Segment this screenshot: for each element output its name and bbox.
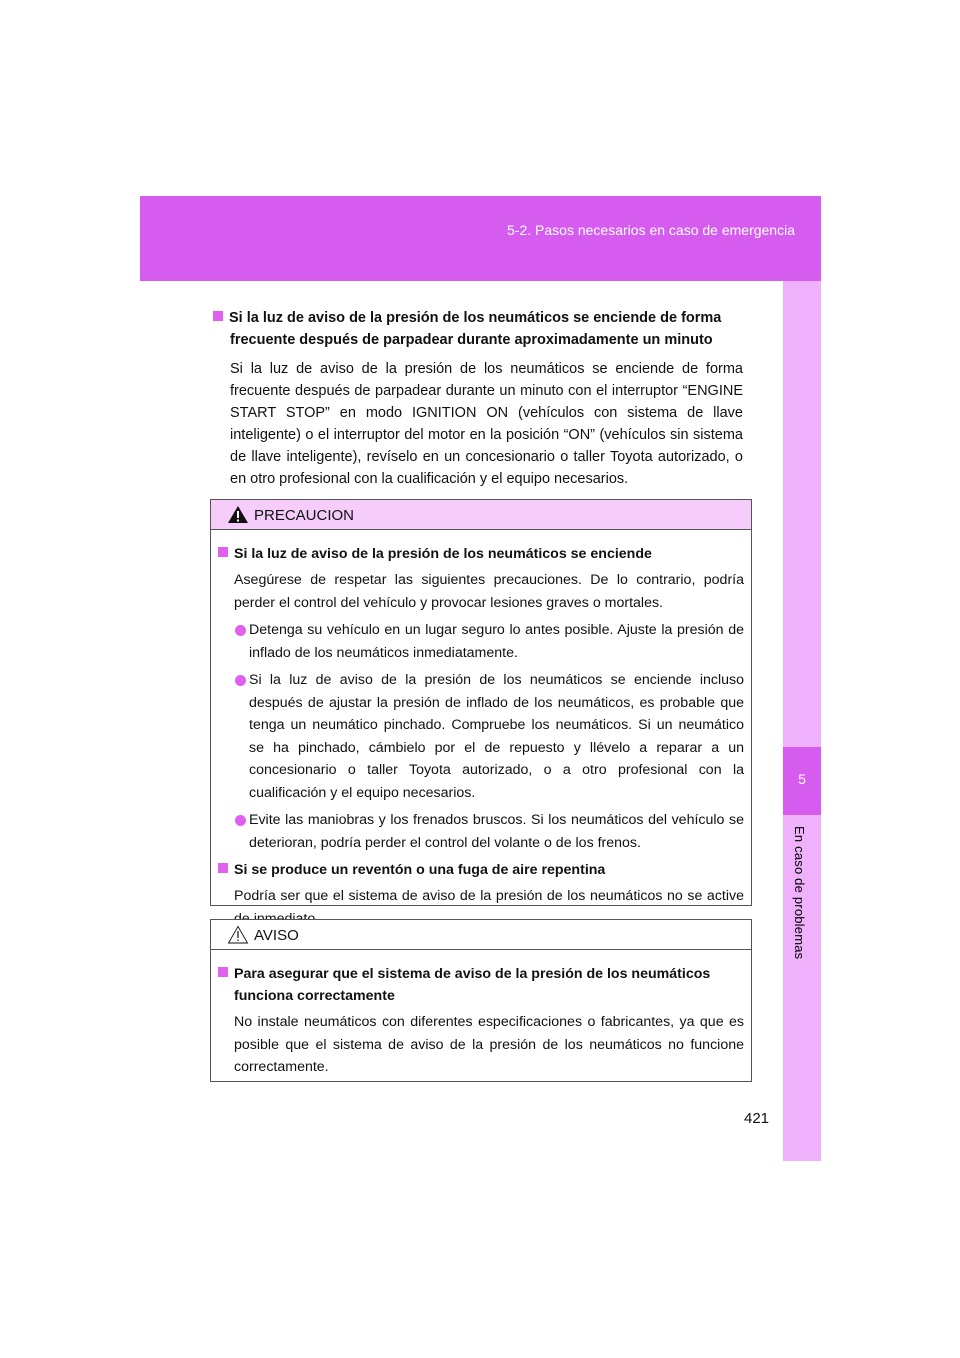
caution-heading-1: Si la luz de aviso de la presión de los neumáticos se enciende [218,543,744,565]
notice-heading: Para asegurar que el sistema de aviso de la presión de los neumáticos funciona correctamente [218,963,744,1007]
chapter-number: 5 [798,771,806,787]
notice-title: AVISO [254,927,299,944]
caution-paragraph-2: Podría ser que el sistema de aviso de la presión de los neumáticos no se active [234,888,744,904]
intro-section [213,307,743,490]
notice-box [210,919,752,1082]
caution-header [211,500,751,530]
notice-paragraph: No instale neumáticos con diferentes especificaciones o fabricantes, ya que es posible que el sistema de aviso de la presión de los neumáticos no funcione correctamente. [234,1014,744,1075]
page-number: 421 [744,1110,770,1127]
dot-bullet-icon [235,815,246,826]
section-header-band [140,196,821,281]
caution-bullet-3: Evite las maniobras y los frenados bruscos. Si los neumáticos del vehículo se deterioran, podría perder el control del volante o de los frenos. [219,809,744,854]
caution-heading-2: Si se produce un reventón o una fuga de aire repentina [218,859,744,881]
warning-outline-icon [227,925,249,944]
intro-heading: Si la luz de aviso de la presión de los neumáticos se enciende de forma frecuente después de parpadear durante aproximadamente un minuto [213,307,743,351]
warning-triangle-icon [227,505,249,524]
notice-header [211,920,751,950]
square-bullet-icon [213,311,223,321]
caution-box [210,499,752,906]
caution-bullet-1: Detenga su vehículo en un lugar seguro lo antes posible. Ajuste la presión de inflado de los neumáticos inmediatamente. [219,619,744,664]
dot-bullet-icon [235,625,246,636]
chapter-label: En caso de problemas [792,826,807,960]
square-bullet-icon [218,863,228,873]
square-bullet-icon [218,547,228,557]
intro-paragraph: Si la luz de aviso de la presión de los neumáticos se enciende de forma frecuente después de parpadear durante un minuto con el interruptor “ENGINE START STOP” en modo IGNITION ON (vehículos con sistema de llave inteligente) o el interruptor del motor en la posición “ON” (vehículos sin sistema de llave inteligente), revíselo en un concesionario o taller Toyota autorizado, o en otro profesional con la cualificación y el equipo necesarios. [230,361,743,487]
caution-title: PRECAUCION [254,507,355,524]
chapter-side-tab [783,281,821,1161]
section-title: 5-2. Pasos necesarios en caso de emergencia [507,222,795,238]
caution-paragraph-1: Asegúrese de respetar las siguientes precauciones. De lo contrario, podría perder el control del vehículo y provocar lesiones graves o mortales. [234,572,744,611]
dot-bullet-icon [235,675,246,686]
caution-bullet-2: Si la luz de aviso de la presión de los neumáticos se enciende incluso después de ajustar la presión de inflado de los neumáticos, es probable que tenga un neumático pinchado. Compruebe los neumáticos. Si un neumático se ha pinchado, cámbielo por el de repuesto y llévelo a reparar a un concesionario o taller Toyota autorizado, o a otro profesional con la cualificación y el equipo necesarios. [219,669,744,804]
square-bullet-icon [218,967,228,977]
